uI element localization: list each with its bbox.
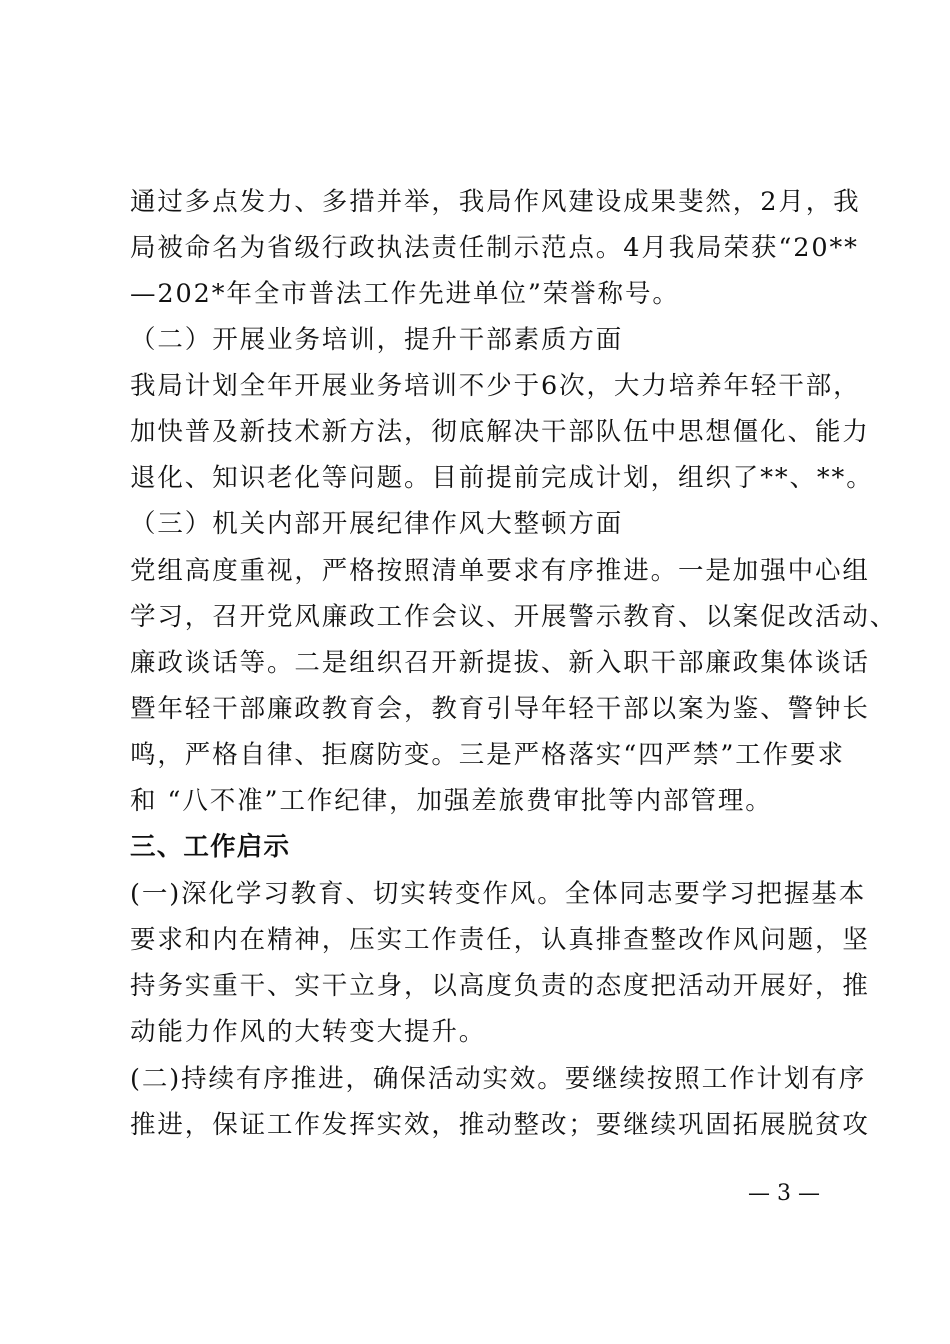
section-heading-inspiration: 三、工作启示 [130,832,291,862]
subheading-training: （二）开展业务培训，提升干部素质方面 [130,325,624,355]
paragraph-study-line-4: 动能力作风的大转变大提升。 [130,1017,487,1047]
paragraph-progress-line-2: 推进，保证工作发挥实效，推动整改；要继续巩固拓展脱贫攻 [130,1110,870,1140]
paragraph-1-line-1: 通过多点发力、多措并举，我局作风建设成果斐然，2月，我 [130,187,861,217]
paragraph-discipline-line-5: 鸣，严格自律、拒腐防变。三是严格落实“四严禁”工作要求 [130,740,845,770]
paragraph-study-line-1: (一)深化学习教育、切实转变作风。全体同志要学习把握基本 [130,879,867,909]
paragraph-1-line-3: —202*年全市普法工作先进单位”荣誉称号。 [130,279,680,309]
paragraph-discipline-line-1: 党组高度重视，严格按照清单要求有序推进。一是加强中心组 [130,556,870,586]
paragraph-study-line-3: 持务实重干、实干立身，以高度负责的态度把活动开展好，推 [130,971,870,1001]
page-number: — 3 — [748,1181,820,1206]
paragraph-study-line-2: 要求和内在精神，压实工作责任，认真排查整改作风问题，坚 [130,925,870,955]
paragraph-discipline-line-2: 学习，召开党风廉政工作会议、开展警示教育、以案促改活动、 [130,602,898,632]
paragraph-discipline-line-3: 廉政谈话等。二是组织召开新提拔、新入职干部廉政集体谈话 [130,648,870,678]
paragraph-training-line-1: 我局计划全年开展业务培训不少于6次，大力培养年轻干部， [130,371,861,401]
paragraph-training-line-2: 加快普及新技术新方法，彻底解决干部队伍中思想僵化、能力 [130,417,870,447]
paragraph-discipline-line-6: 和 “八不准”工作纪律，加强差旅费审批等内部管理。 [130,786,773,816]
paragraph-progress-line-1: (二)持续有序推进，确保活动实效。要继续按照工作计划有序 [130,1064,867,1094]
paragraph-discipline-line-4: 暨年轻干部廉政教育会，教育引导年轻干部以案为鉴、警钟长 [130,694,870,724]
paragraph-training-line-3: 退化、知识老化等问题。目前提前完成计划，组织了**、**。 [130,463,874,493]
subheading-discipline: （三）机关内部开展纪律作风大整顿方面 [130,509,624,539]
paragraph-1-line-2: 局被命名为省级行政执法责任制示范点。4月我局荣获“20** [130,233,859,263]
